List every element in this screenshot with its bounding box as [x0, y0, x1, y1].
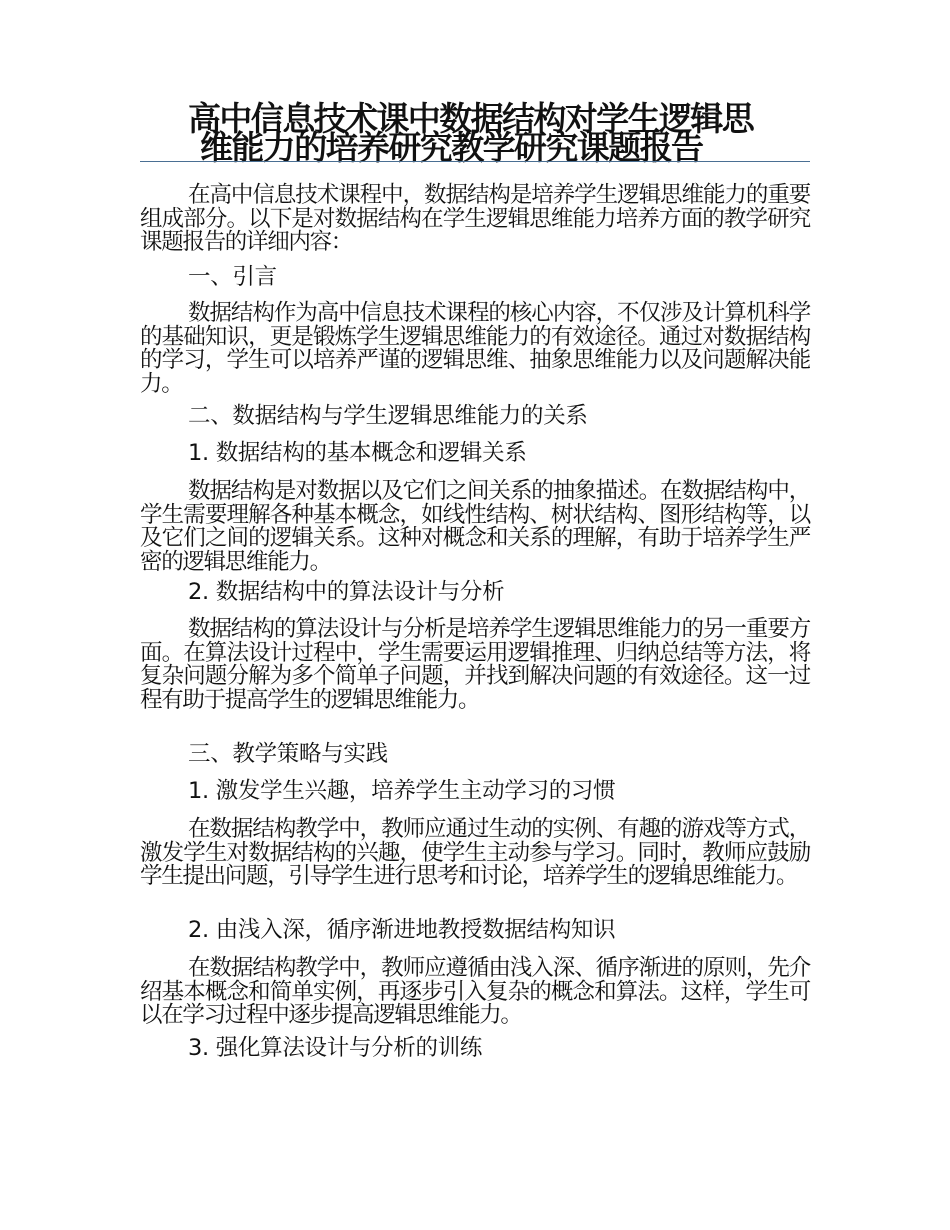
- section-3-paragraph-2: 在数据结构教学中，教师应遵循由浅入深、循序渐进的原则，先介绍基本概念和简单实例，再逐步引入复杂的概念和算法。这样，学生可以在学习过程中逐步提高逻辑思维能力。: [140, 955, 810, 1028]
- section-3-subheading-3: 3. 强化算法设计与分析的训练: [188, 1035, 483, 1061]
- section-2-heading: 二、数据结构与学生逻辑思维能力的关系: [188, 403, 588, 429]
- section-3-heading: 三、教学策略与实践: [188, 741, 388, 767]
- title-line-2: 维能力的培养研究教学研究课题报告: [200, 128, 703, 167]
- title-underline: [140, 161, 810, 162]
- section-2-paragraph-1: 数据结构是对数据以及它们之间关系的抽象描述。在数据结构中，学生需要理解各种基本概念，如线性结构、树状结构、图形结构等，以及它们之间的逻辑关系。这种对概念和关系的理解，有助于培养学生严密的逻辑思维能力。: [140, 478, 810, 575]
- section-1-paragraph: 数据结构作为高中信息技术课程的核心内容，不仅涉及计算机科学的基础知识，更是锻炼学生逻辑思维能力的有效途径。通过对数据结构的学习，学生可以培养严谨的逻辑思维、抽象思维能力以及问题解决能力。: [140, 300, 810, 397]
- intro-paragraph: 在高中信息技术课程中，数据结构是培养学生逻辑思维能力的重要组成部分。以下是对数据结构在学生逻辑思维能力培养方面的教学研究课题报告的详细内容：: [140, 182, 810, 255]
- section-3-subheading-2: 2. 由浅入深，循序渐进地教授数据结构知识: [188, 917, 616, 943]
- section-2-subheading-1: 1. 数据结构的基本概念和逻辑关系: [188, 440, 527, 466]
- section-2-subheading-2: 2. 数据结构中的算法设计与分析: [188, 579, 505, 605]
- section-1-heading: 一、引言: [188, 264, 277, 290]
- section-3-subheading-1: 1. 激发学生兴趣，培养学生主动学习的习惯: [188, 778, 616, 804]
- section-2-paragraph-2: 数据结构的算法设计与分析是培养学生逻辑思维能力的另一重要方面。在算法设计过程中，学生需要运用逻辑推理、归纳总结等方法，将复杂问题分解为多个简单子问题，并找到解决问题的有效途径。这一过程有助于提高学生的逻辑思维能力。: [140, 616, 810, 713]
- report-title: [140, 99, 810, 167]
- section-3-paragraph-1: 在数据结构教学中，教师应通过生动的实例、有趣的游戏等方式，激发学生对数据结构的兴趣，使学生主动参与学习。同时，教师应鼓励学生提出问题，引导学生进行思考和讨论，培养学生的逻辑思维能力。: [140, 816, 810, 889]
- title-line-1: 高中信息技术课中数据结构对学生逻辑思: [188, 99, 754, 138]
